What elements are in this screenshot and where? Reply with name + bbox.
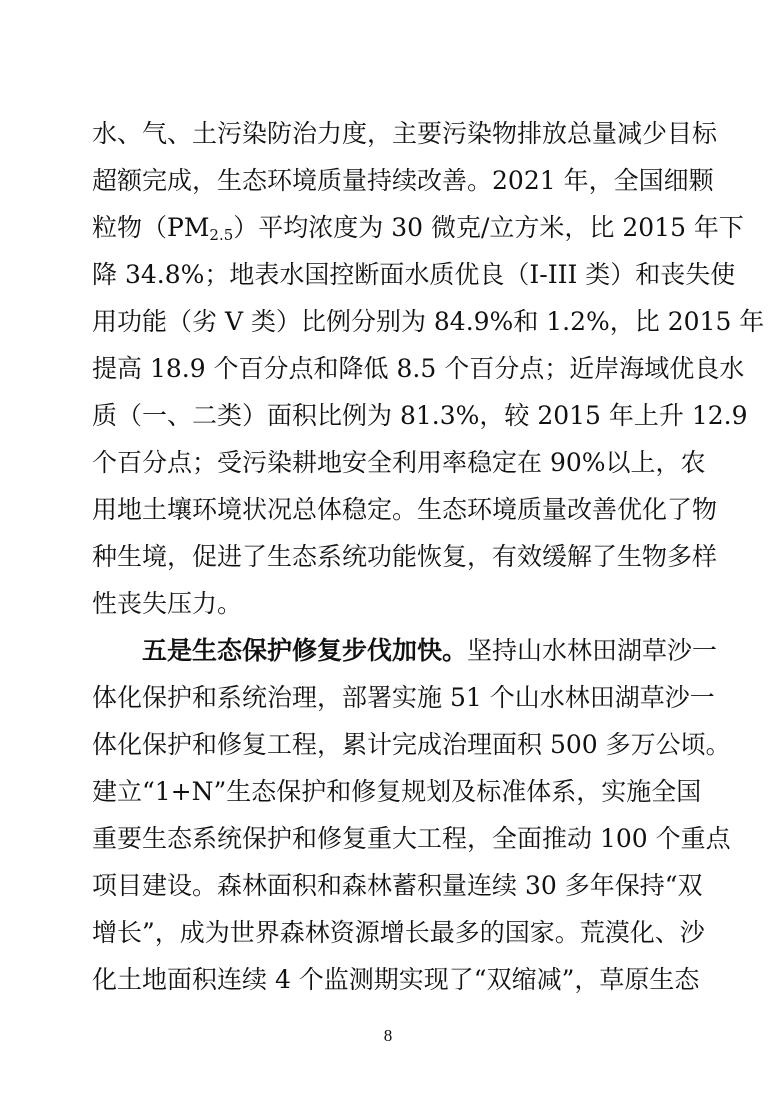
paragraph-1-line-10: 种生境，促进了生态系统功能恢复，有效缓解了生物多样 xyxy=(92,542,718,571)
paragraph-2-line-1 xyxy=(142,627,718,675)
paragraph-1-line-6: 提高 18.9 个百分点和降低 8.5 个百分点；近岸海域优良水 xyxy=(92,354,745,383)
paragraph-1-line-8: 个百分点；受污染耕地安全利用率稳定在 90%以上，农 xyxy=(92,448,706,477)
paragraph-2-line-1-text: 坚持山水林田湖草沙一 xyxy=(467,636,718,665)
paragraph-2-line-3: 体化保护和修复工程，累计完成治理面积 500 多万公顷。 xyxy=(92,730,731,759)
paragraph-2-line-8: 化土地面积连续 4 个监测期实现了“双缩减”，草原生态 xyxy=(92,965,700,994)
paragraph-1-line-4: 降 34.8%；地表水国控断面水质优良（I-III 类）和丧失使 xyxy=(92,260,736,289)
paragraph-1-line-9: 用地土壤环境状况总体稳定。生态环境质量改善优化了物 xyxy=(92,495,718,524)
paragraph-2-line-7: 增长”，成为世界森林资源增长最多的国家。荒漠化、沙 xyxy=(92,918,705,947)
paragraph-1-line-11: 性丧失压力。 xyxy=(92,589,243,618)
paragraph-1-line-1: 水、气、土污染防治力度，主要污染物排放总量减少目标 xyxy=(92,119,718,148)
paragraph-1-line-2: 超额完成，生态环境质量持续改善。2021 年，全国细颗 xyxy=(92,166,714,195)
paragraph-1-line-7: 质（一、二类）面积比例为 81.3%，较 2015 年上升 12.9 xyxy=(92,401,748,430)
section-heading: 五是生态保护修复步伐加快。 xyxy=(142,636,468,665)
page-number: 8 xyxy=(383,1026,393,1045)
pm-sentence: ）平均浓度为 30 微克/立方米，比 2015 年下 xyxy=(233,213,744,242)
paragraph-1-line-3 xyxy=(92,204,744,252)
paragraph-2-line-2: 体化保护和系统治理，部署实施 51 个山水林田湖草沙一 xyxy=(92,683,715,712)
paragraph-2-line-5: 重要生态系统保护和修复重大工程，全面推动 100 个重点 xyxy=(92,824,731,853)
pm-subscript: 2.5 xyxy=(209,226,234,244)
paragraph-1-line-5: 用功能（劣 V 类）比例分别为 84.9%和 1.2%，比 2015 年 xyxy=(92,307,765,336)
paragraph-2-line-6: 项目建设。森林面积和森林蓄积量连续 30 多年保持“双 xyxy=(92,871,703,900)
pm-label: 粒物（PM xyxy=(92,213,210,242)
paragraph-2-line-4: 建立“1+N”生态保护和修复规划及标准体系，实施全国 xyxy=(92,777,702,806)
